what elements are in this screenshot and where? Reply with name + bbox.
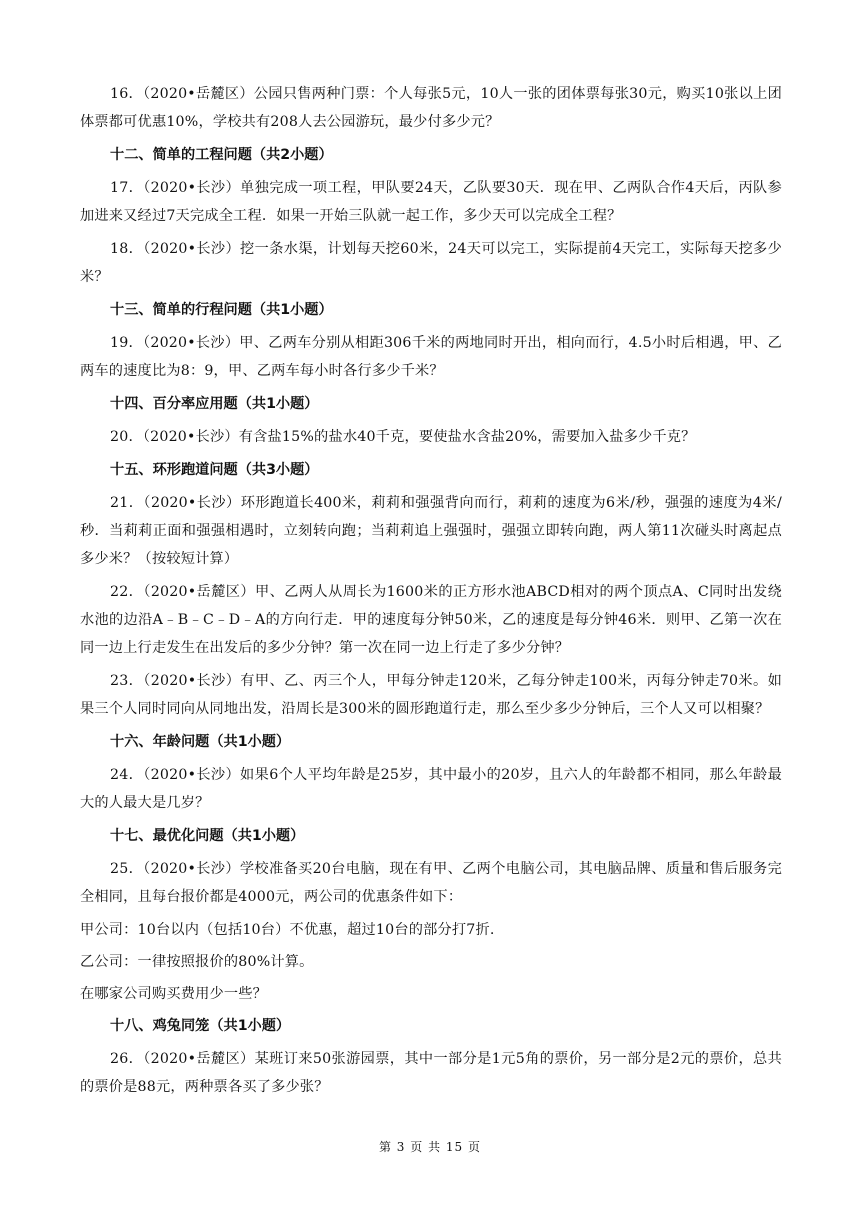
footer-suffix: 页 xyxy=(468,1140,482,1154)
footer-total-pages: 15 xyxy=(445,1140,464,1154)
section-heading-18: 十八、鸡兔同笼（共1小题） xyxy=(110,1018,291,1034)
footer-middle: 页 共 xyxy=(410,1140,442,1154)
question-16: 16．（2020•岳麓区）公园只售两种门票：个人每张5元，10人一张的团体票每张30元，购买10张以上团体票都可优惠10%，学校共有208人去公园游玩，最少付多少元？ xyxy=(80,86,782,130)
page-content xyxy=(80,80,782,1106)
question-23: 23．（2020•长沙）有甲、乙、丙三个人，甲每分钟走120米，乙每分钟走100米，丙每分钟走70米。如果三个人同时同向从同地出发，沿周长是300米的圆形跑道行走，那么至少多少分钟后，三个人又可以相聚？ xyxy=(80,673,782,717)
question-22: 22．（2020•岳麓区）甲、乙两人从周长为1600米的正方形水池ABCD相对的两个顶点A、C同时出发绕水池的边沿A﹣B﹣C﹣D﹣A的方向行走．甲的速度每分钟50米，乙的速度是每分钟46米．则甲、乙第一次在同一边上行走发生在出发后的多少分钟？第一次在同一边上行走了多少分钟？ xyxy=(80,584,782,656)
question-18: 18．（2020•长沙）挖一条水渠，计划每天挖60米，24天可以完工，实际提前4天完工，实际每天挖多少米？ xyxy=(80,241,782,285)
question-17: 17．（2020•长沙）单独完成一项工程，甲队要24天，乙队要30天．现在甲、乙两队合作4天后，丙队参加进来又经过7天完成全工程．如果一开始三队就一起工作，多少天可以完成全工程？ xyxy=(80,180,782,224)
section-heading-12: 十二、简单的工程问题（共2小题） xyxy=(110,147,333,163)
section-heading-15: 十五、环形跑道问题（共3小题） xyxy=(110,462,319,478)
section-heading-17: 十七、最优化问题（共1小题） xyxy=(110,828,305,844)
page-footer xyxy=(0,1138,860,1155)
section-heading-14: 十四、百分率应用题（共1小题） xyxy=(110,396,319,412)
footer-prefix: 第 xyxy=(378,1140,392,1154)
question-24: 24．（2020•长沙）如果6个人平均年龄是25岁，其中最小的20岁，且六人的年龄都不相同，那么年龄最大的人最大是几岁？ xyxy=(80,767,782,811)
question-25: 25．（2020•长沙）学校准备买20台电脑，现在有甲、乙两个电脑公司，其电脑品牌、质量和售后服务完全相同，且每台报价都是4000元，两公司的优惠条件如下： xyxy=(80,861,782,905)
question-19: 19．（2020•长沙）甲、乙两车分别从相距306千米的两地同时开出，相向而行，4.5小时后相遇，甲、乙两车的速度比为8：9，甲、乙两车每小时各行多少千米？ xyxy=(80,335,782,379)
question-25-ask: 在哪家公司购买费用少一些？ xyxy=(80,986,268,1002)
question-20: 20．（2020•长沙）有含盐15%的盐水40千克，要使盐水含盐20%，需要加入盐多少千克？ xyxy=(110,429,696,445)
section-heading-16: 十六、年龄问题（共1小题） xyxy=(110,734,291,750)
question-21: 21．（2020•长沙）环形跑道长400米，莉莉和强强背向而行，莉莉的速度为6米/秒，强强的速度为4米/秒．当莉莉正面和强强相遇时，立刻转向跑；当莉莉追上强强时，强强立即转向跑，两人第11次碰头时离起点多少米？（按较短计算） xyxy=(80,495,782,567)
section-heading-13: 十三、简单的行程问题（共1小题） xyxy=(110,302,333,318)
question-26: 26．（2020•岳麓区）某班订来50张游园票，其中一部分是1元5角的票价，另一部分是2元的票价，总共的票价是88元，两种票各买了多少张？ xyxy=(80,1051,782,1095)
question-25-option-a: 甲公司：10台以内（包括10台）不优惠，超过10台的部分打7折. xyxy=(80,922,495,938)
footer-page-number: 3 xyxy=(396,1140,406,1154)
question-25-option-b: 乙公司：一律按照报价的80%计算。 xyxy=(80,954,314,970)
